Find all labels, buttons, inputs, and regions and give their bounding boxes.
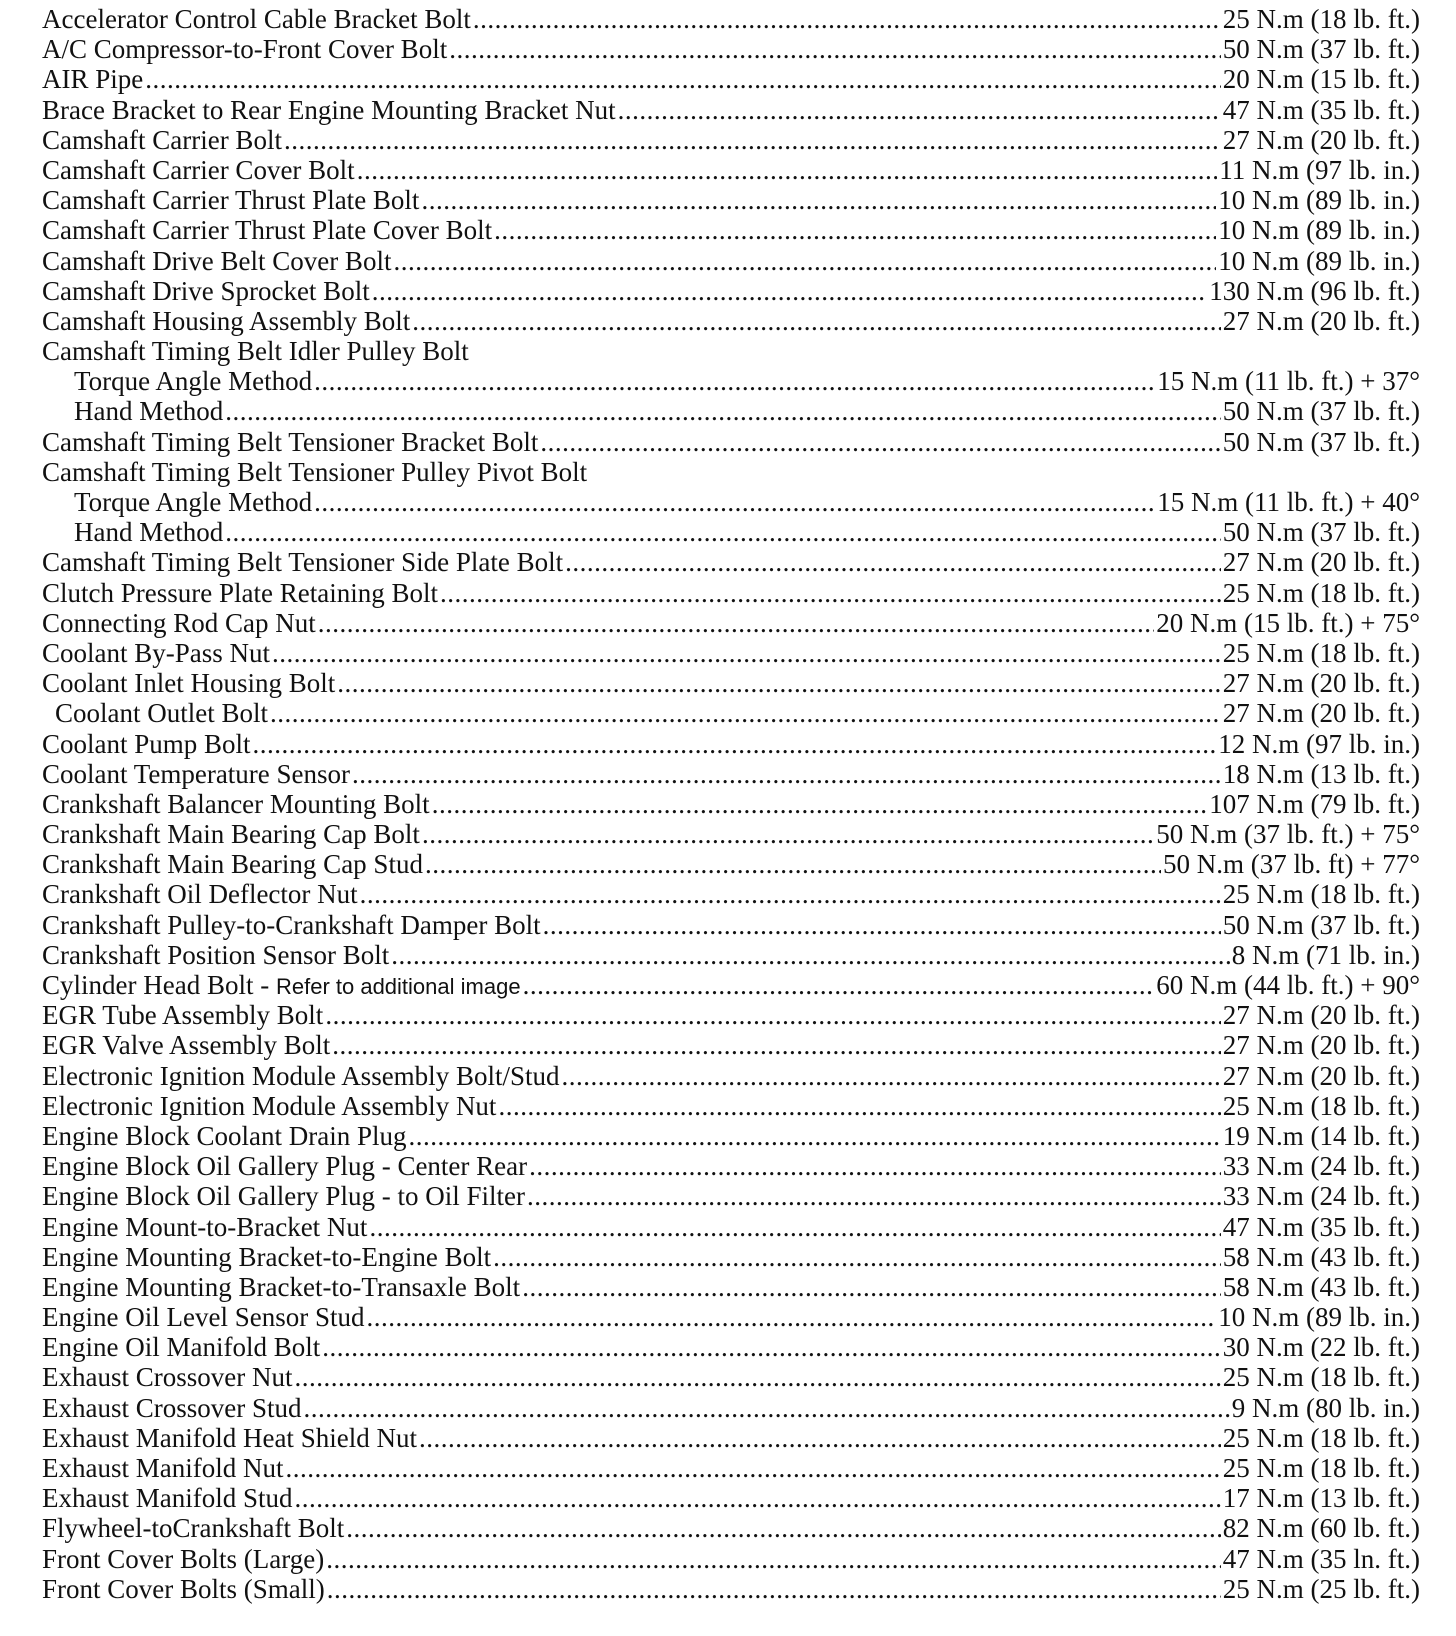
fastener-name: Crankshaft Oil Deflector Nut — [42, 879, 358, 910]
torque-value: 25 N.m (25 lb. ft.) — [1222, 1573, 1420, 1604]
fastener-name: Camshaft Timing Belt Tensioner Bracket Bolt — [42, 426, 539, 457]
torque-value: 82 N.m (60 lb. ft.) — [1222, 1513, 1420, 1544]
dot-leader — [295, 1483, 1221, 1513]
spec-row — [42, 608, 1420, 638]
fastener-name: Camshaft Carrier Bolt — [42, 124, 282, 155]
dot-leader — [327, 1574, 1221, 1604]
torque-value: 25 N.m (18 lb. ft.) — [1222, 1362, 1420, 1393]
fastener-name: Accelerator Control Cable Bracket Bolt — [42, 4, 471, 34]
dot-leader — [440, 578, 1221, 608]
dot-leader — [412, 306, 1221, 336]
dot-leader — [372, 276, 1208, 306]
fastener-method: Hand Method — [74, 396, 224, 427]
fastener-name: Exhaust Manifold Heat Shield Nut — [42, 1422, 417, 1453]
dot-leader — [314, 366, 1155, 396]
torque-value: 50 N.m (37 lb. ft.) — [1222, 396, 1420, 427]
torque-value: 25 N.m (18 lb. ft.) — [1222, 1090, 1420, 1121]
fastener-name: Crankshaft Pulley-to-Crankshaft Damper Bolt — [42, 909, 541, 940]
dot-leader — [432, 789, 1208, 819]
spec-row — [42, 819, 1420, 849]
torque-value: 30 N.m (22 lb. ft.) — [1222, 1332, 1420, 1363]
spec-row — [42, 638, 1420, 668]
spec-row — [42, 125, 1420, 155]
torque-value: 20 N.m (15 lb. ft.) — [1222, 64, 1420, 95]
fastener-name: Engine Block Oil Gallery Plug - Center Rear — [42, 1151, 528, 1182]
fastener-name: EGR Tube Assembly Bolt — [42, 1000, 324, 1031]
spec-row — [42, 1000, 1420, 1030]
spec-row — [42, 487, 1420, 517]
dot-leader — [145, 64, 1221, 94]
spec-row — [42, 185, 1420, 215]
dot-leader — [225, 517, 1221, 547]
fastener-name: Front Cover Bolts (Small) — [42, 1573, 325, 1604]
torque-value: 50 N.m (37 lb. ft) + 77° — [1162, 849, 1420, 880]
spec-row — [42, 729, 1420, 759]
fastener-name: Coolant Inlet Housing Bolt — [42, 668, 336, 699]
torque-value: 27 N.m (20 lb. ft.) — [1222, 305, 1420, 336]
spec-row — [42, 910, 1420, 940]
spec-row — [42, 64, 1420, 94]
torque-value: 47 N.m (35 lb. ft.) — [1222, 1211, 1420, 1242]
torque-value: 27 N.m (20 lb. ft.) — [1222, 124, 1420, 155]
spec-row — [42, 306, 1420, 336]
dot-leader — [618, 95, 1221, 125]
spec-row — [42, 366, 1420, 396]
dot-leader — [322, 1332, 1221, 1362]
torque-value: 19 N.m (14 lb. ft.) — [1222, 1120, 1420, 1151]
fastener-name: Engine Block Coolant Drain Plug — [42, 1120, 407, 1151]
torque-value: 9 N.m (80 lb. in.) — [1231, 1392, 1420, 1423]
torque-value: 50 N.m (37 lb. ft.) + 75° — [1156, 819, 1420, 850]
spec-row — [42, 698, 1420, 728]
dot-leader — [270, 698, 1221, 728]
dot-leader — [272, 638, 1221, 668]
fastener-name: Camshaft Carrier Cover Bolt — [42, 154, 355, 185]
spec-row — [42, 1302, 1420, 1332]
dot-leader — [253, 729, 1217, 759]
spec-row — [42, 1061, 1420, 1091]
spec-row — [42, 427, 1420, 457]
fastener-name: Camshaft Carrier Thrust Plate Bolt — [42, 185, 420, 216]
spec-row — [42, 789, 1420, 819]
dot-leader — [498, 1091, 1220, 1121]
fastener-method: Torque Angle Method — [74, 366, 313, 397]
spec-row — [42, 1121, 1420, 1151]
torque-value: 15 N.m (11 lb. ft.) + 37° — [1157, 366, 1420, 397]
fastener-name: Exhaust Manifold Nut — [42, 1453, 284, 1483]
torque-value: 17 N.m (13 lb. ft.) — [1222, 1483, 1420, 1514]
dot-leader — [527, 1181, 1221, 1211]
fastener-name: Engine Mount-to-Bracket Nut — [42, 1211, 368, 1242]
fastener-name: Flywheel-toCrankshaft Bolt — [42, 1513, 345, 1544]
dot-leader — [352, 759, 1221, 789]
torque-value: 27 N.m (20 lb. ft.) — [1222, 698, 1420, 729]
spec-group-heading — [42, 457, 1420, 487]
fastener-name: Camshaft Carrier Thrust Plate Cover Bolt — [42, 215, 493, 246]
spec-row — [42, 34, 1420, 64]
spec-row — [42, 1332, 1420, 1362]
fastener-name: Engine Block Oil Gallery Plug - to Oil Filter — [42, 1181, 525, 1212]
dot-leader — [419, 1423, 1221, 1453]
dot-leader — [304, 1393, 1230, 1423]
torque-value: 10 N.m (89 lb. in.) — [1218, 185, 1420, 216]
dot-leader — [337, 668, 1221, 698]
spec-row — [42, 1091, 1420, 1121]
spec-row — [42, 95, 1420, 125]
reference-note: Refer to additional image — [275, 974, 521, 999]
fastener-name: Camshaft Timing Belt Tensioner Side Plate Bolt — [42, 547, 564, 578]
dot-leader — [366, 1302, 1216, 1332]
dot-leader — [294, 1362, 1220, 1392]
dot-leader — [421, 185, 1216, 215]
spec-row — [42, 547, 1420, 577]
torque-value: 50 N.m (37 lb. ft.) — [1222, 34, 1420, 65]
dot-leader — [391, 940, 1229, 970]
dot-leader — [360, 879, 1221, 909]
dot-leader — [493, 1242, 1221, 1272]
fastener-name: Clutch Pressure Plate Retaining Bolt — [42, 577, 438, 608]
torque-value: 27 N.m (20 lb. ft.) — [1222, 547, 1420, 578]
dot-leader — [523, 970, 1155, 1000]
fastener-name: Coolant Pump Bolt — [42, 728, 251, 759]
fastener-name: Coolant Temperature Sensor — [42, 758, 351, 789]
torque-value: 25 N.m (18 lb. ft.) — [1222, 577, 1420, 608]
spec-row — [42, 276, 1420, 306]
dot-leader — [346, 1513, 1221, 1543]
torque-value: 27 N.m (20 lb. ft.) — [1222, 1060, 1420, 1091]
fastener-name: Engine Mounting Bracket-to-Transaxle Bolt — [42, 1271, 521, 1302]
torque-value: 47 N.m (35 lb. ft.) — [1222, 94, 1420, 125]
spec-row — [42, 1574, 1420, 1604]
torque-value: 25 N.m (18 lb. ft.) — [1222, 1453, 1420, 1483]
fastener-name: Crankshaft Main Bearing Cap Bolt — [42, 819, 420, 850]
dot-leader — [393, 246, 1216, 276]
dot-leader — [332, 1030, 1221, 1060]
dot-leader — [449, 34, 1221, 64]
torque-value: 10 N.m (89 lb. in.) — [1218, 215, 1420, 246]
torque-value: 27 N.m (20 lb. ft.) — [1222, 1030, 1420, 1061]
dot-leader — [543, 910, 1221, 940]
torque-value: 27 N.m (20 lb. ft.) — [1222, 668, 1420, 699]
fastener-name: Camshaft Drive Belt Cover Bolt — [42, 245, 392, 276]
fastener-name: Connecting Rod Cap Nut — [42, 607, 316, 638]
spec-row — [42, 155, 1420, 185]
torque-value: 10 N.m (89 lb. in.) — [1218, 1302, 1420, 1333]
spec-row — [42, 1151, 1420, 1181]
fastener-name: Electronic Ignition Module Assembly Bolt/Stud — [42, 1060, 560, 1091]
fastener-name: Camshaft Timing Belt Idler Pulley Bolt — [42, 336, 469, 367]
dot-leader — [540, 427, 1220, 457]
fastener-name: AIR Pipe — [42, 64, 144, 95]
fastener-name: Crankshaft Balancer Mounting Bolt — [42, 788, 430, 819]
torque-value: 107 N.m (79 lb. ft.) — [1209, 788, 1420, 819]
spec-row — [42, 970, 1420, 1000]
dot-leader — [284, 125, 1221, 155]
dot-leader — [422, 819, 1154, 849]
fastener-name: Exhaust Crossover Stud — [42, 1392, 302, 1423]
spec-row — [42, 940, 1420, 970]
torque-value: 25 N.m (18 lb. ft.) — [1222, 637, 1420, 668]
fastener-name: Crankshaft Position Sensor Bolt — [42, 939, 390, 970]
spec-row — [42, 1453, 1420, 1483]
spec-group-heading — [42, 336, 1420, 366]
spec-row — [42, 215, 1420, 245]
spec-row — [42, 4, 1420, 34]
dot-leader — [325, 1000, 1220, 1030]
spec-row — [42, 1513, 1420, 1543]
dot-leader — [522, 1272, 1221, 1302]
torque-value: 50 N.m (37 lb. ft.) — [1222, 517, 1420, 548]
spec-row — [42, 1212, 1420, 1242]
torque-value: 18 N.m (13 lb. ft.) — [1222, 758, 1420, 789]
torque-value: 33 N.m (24 lb. ft.) — [1222, 1181, 1420, 1212]
fastener-name: Exhaust Manifold Stud — [42, 1483, 293, 1514]
fastener-name: Brace Bracket to Rear Engine Mounting Bracket Nut — [42, 94, 616, 125]
fastener-name-text: Cylinder Head Bolt - — [42, 970, 276, 1000]
dot-leader — [318, 608, 1155, 638]
fastener-name: Camshaft Drive Sprocket Bolt — [42, 275, 370, 306]
torque-value: 25 N.m (18 lb. ft.) — [1222, 879, 1420, 910]
fastener-name: Electronic Ignition Module Assembly Nut — [42, 1090, 497, 1121]
fastener-name: Crankshaft Main Bearing Cap Stud — [42, 849, 423, 880]
torque-value: 25 N.m (18 lb. ft.) — [1222, 1422, 1420, 1453]
dot-leader — [369, 1212, 1220, 1242]
torque-value: 50 N.m (37 lb. ft.) — [1222, 909, 1420, 940]
torque-spec-list — [42, 4, 1420, 1604]
spec-row — [42, 1030, 1420, 1060]
spec-row — [42, 1544, 1420, 1574]
spec-row — [42, 246, 1420, 276]
dot-leader — [314, 487, 1155, 517]
torque-value: 8 N.m (71 lb. in.) — [1231, 939, 1420, 970]
dot-leader — [357, 155, 1218, 185]
fastener-name: Coolant Outlet Bolt — [55, 698, 268, 729]
spec-row — [42, 1181, 1420, 1211]
torque-value: 130 N.m (96 lb. ft.) — [1209, 275, 1420, 306]
spec-row — [42, 1393, 1420, 1423]
torque-value: 58 N.m (43 lb. ft.) — [1222, 1271, 1420, 1302]
fastener-name: Front Cover Bolts (Large) — [42, 1543, 325, 1574]
dot-leader — [408, 1121, 1220, 1151]
fastener-name: Camshaft Housing Assembly Bolt — [42, 305, 411, 336]
fastener-method: Torque Angle Method — [74, 487, 313, 517]
spec-row — [42, 879, 1420, 909]
dot-leader — [494, 215, 1216, 245]
torque-value: 58 N.m (43 lb. ft.) — [1222, 1241, 1420, 1272]
fastener-name: Exhaust Crossover Nut — [42, 1362, 293, 1393]
spec-row — [42, 578, 1420, 608]
torque-value: 12 N.m (97 lb. in.) — [1218, 728, 1420, 759]
torque-value: 15 N.m (11 lb. ft.) + 40° — [1157, 487, 1420, 517]
dot-leader — [326, 1544, 1221, 1574]
torque-value: 50 N.m (37 lb. ft.) — [1222, 426, 1420, 457]
torque-value: 11 N.m (97 lb. in.) — [1219, 154, 1420, 185]
dot-leader — [529, 1151, 1221, 1181]
fastener-name: Camshaft Timing Belt Tensioner Pulley Pivot Bolt — [42, 456, 588, 487]
torque-value: 60 N.m (44 lb. ft.) + 90° — [1156, 970, 1420, 1000]
fastener-method: Hand Method — [74, 517, 224, 548]
torque-value: 20 N.m (15 lb. ft.) + 75° — [1156, 607, 1420, 638]
spec-row — [42, 1272, 1420, 1302]
fastener-name: EGR Valve Assembly Bolt — [42, 1030, 331, 1061]
fastener-name — [42, 970, 521, 1000]
dot-leader — [565, 547, 1221, 577]
spec-row — [42, 1242, 1420, 1272]
spec-row — [42, 1362, 1420, 1392]
spec-row — [42, 1423, 1420, 1453]
fastener-name: Engine Mounting Bracket-to-Engine Bolt — [42, 1241, 492, 1272]
dot-leader — [225, 396, 1221, 426]
torque-value: 10 N.m (89 lb. in.) — [1218, 245, 1420, 276]
torque-value: 33 N.m (24 lb. ft.) — [1222, 1151, 1420, 1182]
spec-row — [42, 849, 1420, 879]
spec-row — [42, 759, 1420, 789]
fastener-name: Coolant By-Pass Nut — [42, 637, 271, 668]
fastener-name: A/C Compressor-to-Front Cover Bolt — [42, 34, 448, 65]
spec-row — [42, 517, 1420, 547]
torque-value: 25 N.m (18 lb. ft.) — [1222, 4, 1420, 34]
spec-row — [42, 668, 1420, 698]
dot-leader — [285, 1453, 1220, 1483]
torque-value: 47 N.m (35 ln. ft.) — [1222, 1543, 1420, 1574]
fastener-name: Engine Oil Level Sensor Stud — [42, 1302, 365, 1333]
torque-value: 27 N.m (20 lb. ft.) — [1222, 1000, 1420, 1031]
dot-leader — [425, 849, 1161, 879]
fastener-name: Engine Oil Manifold Bolt — [42, 1332, 321, 1363]
spec-row — [42, 1483, 1420, 1513]
dot-leader — [473, 4, 1221, 34]
spec-row — [42, 396, 1420, 426]
dot-leader — [561, 1061, 1220, 1091]
